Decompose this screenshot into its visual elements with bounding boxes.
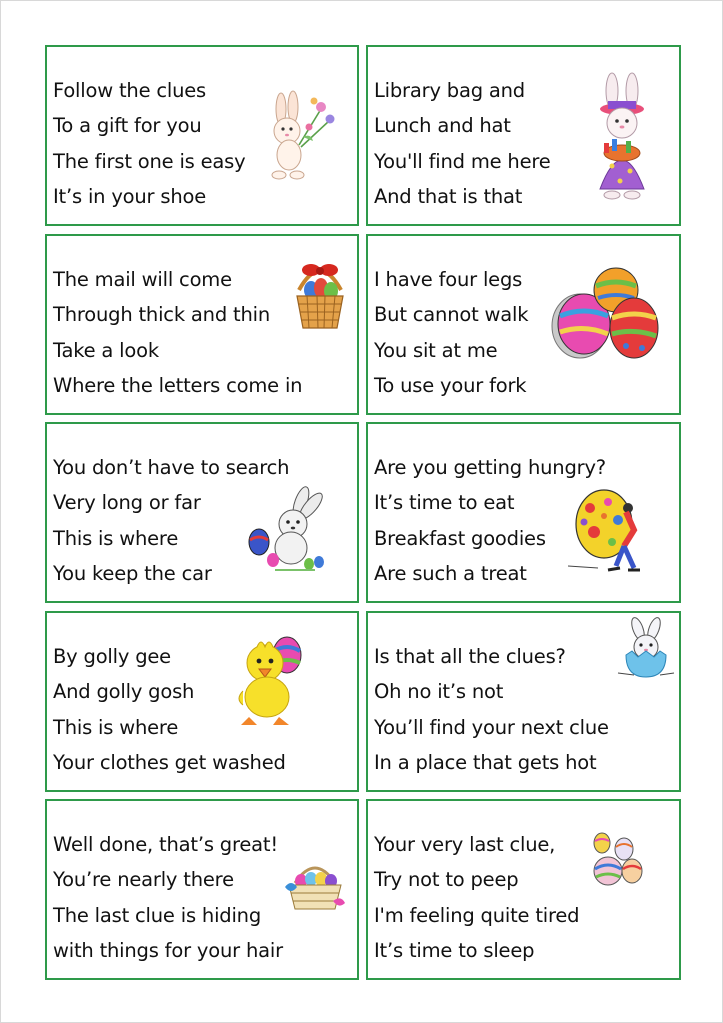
clue-line: Your clothes get washed xyxy=(53,750,286,774)
clue-line: The first one is easy xyxy=(53,149,246,173)
clue-line: But cannot walk xyxy=(374,303,529,327)
clue-line: Follow the clues xyxy=(53,79,207,102)
easter-eggs-icon xyxy=(546,266,666,362)
clue-line: It’s time to sleep xyxy=(374,938,535,962)
clue-line: The last clue is hiding xyxy=(53,903,262,927)
clue-card-1 xyxy=(45,45,359,226)
clue-line: with things for your hair xyxy=(53,938,283,962)
clue-line: In a place that gets hot xyxy=(374,750,597,774)
clue-card-7 xyxy=(45,611,359,792)
clue-line: Well done, that’s great! xyxy=(53,833,278,856)
clue-text xyxy=(374,639,609,780)
bunny-in-eggshell-icon xyxy=(614,617,678,679)
clue-line: Are you getting hungry? xyxy=(374,456,606,479)
clue-line: Through thick and thin xyxy=(53,303,270,327)
person-carrying-egg-icon xyxy=(568,486,660,578)
clue-card-8 xyxy=(366,611,681,792)
clue-card-9 xyxy=(45,799,359,980)
clue-line: I'm feeling quite tired xyxy=(374,903,580,927)
clue-text xyxy=(374,73,551,214)
clue-card-4 xyxy=(366,234,681,415)
clue-line: Take a look xyxy=(53,338,159,362)
clue-line: You keep the car xyxy=(53,561,212,585)
clue-card-2 xyxy=(366,45,681,226)
clue-card-3 xyxy=(45,234,359,415)
clue-line: Your very last clue, xyxy=(374,833,556,856)
clue-line: You don’t have to search xyxy=(53,456,290,479)
clue-line: You'll find me here xyxy=(374,149,551,173)
clue-text xyxy=(53,827,283,968)
clue-line: You sit at me xyxy=(374,338,498,362)
clue-text xyxy=(53,73,245,214)
clue-line: Very long or far xyxy=(53,491,201,515)
bunny-with-eggs-icon xyxy=(245,484,329,574)
clue-text xyxy=(374,827,579,968)
clue-line: And that is that xyxy=(374,184,523,208)
clue-line: Breakfast goodies xyxy=(374,526,546,550)
easter-basket-icon xyxy=(291,260,349,332)
clue-line: Are such a treat xyxy=(374,561,527,585)
clue-line: Try not to peep xyxy=(374,868,519,892)
clue-line: I have four legs xyxy=(374,268,523,291)
clue-line: Lunch and hat xyxy=(374,114,511,138)
clue-line: Where the letters come in xyxy=(53,373,303,397)
clue-text xyxy=(53,262,302,403)
bunny-with-flowers-icon xyxy=(259,87,339,187)
clue-card-10 xyxy=(366,799,681,980)
clue-line: The mail will come xyxy=(53,268,232,291)
bunny-in-dress-icon xyxy=(582,71,664,201)
clue-card-6 xyxy=(366,422,681,603)
clue-line: You’re nearly there xyxy=(53,868,234,892)
clue-line: To a gift for you xyxy=(53,114,202,138)
clue-text xyxy=(374,262,528,403)
clue-card-5 xyxy=(45,422,359,603)
clue-line: It’s time to eat xyxy=(374,491,515,515)
chick-with-egg-icon xyxy=(235,633,309,727)
clue-line: Is that all the clues? xyxy=(374,645,566,668)
egg-basket-icon xyxy=(283,857,347,913)
clue-line: Library bag and xyxy=(374,79,525,102)
clue-line: This is where xyxy=(53,526,179,550)
clue-line: It’s in your shoe xyxy=(53,184,207,208)
clue-line: This is where xyxy=(53,715,179,739)
decorated-eggs-icon xyxy=(580,831,646,889)
clue-line: You’ll find your next clue xyxy=(374,715,609,739)
clue-line: And golly gosh xyxy=(53,680,195,704)
clue-line: Oh no it’s not xyxy=(374,680,504,704)
clue-line: To use your fork xyxy=(374,373,527,397)
clue-line: By golly gee xyxy=(53,645,171,668)
